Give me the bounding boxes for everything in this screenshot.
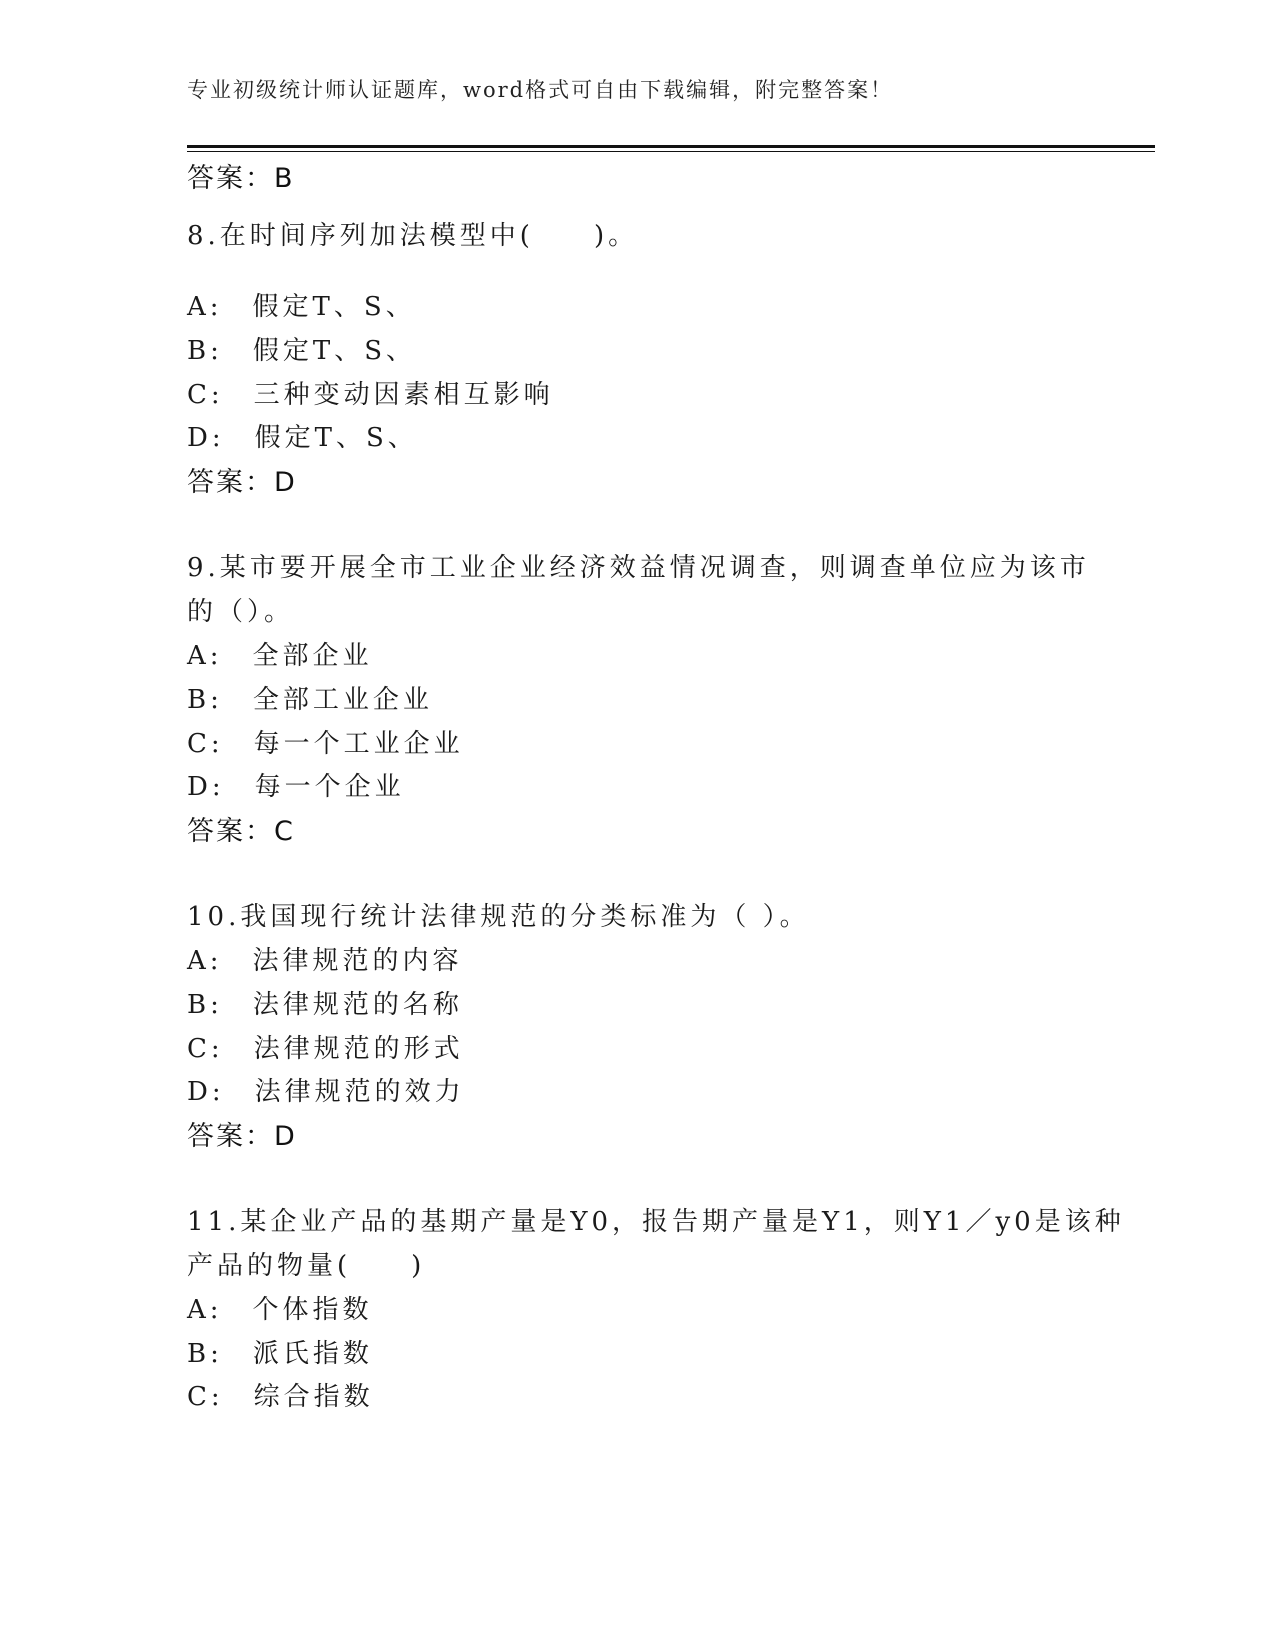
question-8-option-b: B: 假定T、S、 (187, 336, 417, 366)
question-10-answer: 答案：D (187, 1121, 297, 1152)
header-rule-thick (187, 145, 1155, 148)
question-10-option-d: D: 法律规范的效力 (187, 1077, 465, 1107)
question-8-option-d: D: 假定T、S、 (187, 423, 418, 453)
question-11-stem-line-1: 11.某企业产品的基期产量是Y0，报告期产量是Y1，则Y1／y0是该种 (187, 1207, 1125, 1237)
question-9-option-c: C: 每一个工业企业 (187, 729, 464, 759)
answer-prev: 答案：B (187, 163, 295, 194)
question-10-stem: 10.我国现行统计法律规范的分类标准为（ ）。 (187, 902, 810, 932)
question-8-option-c: C: 三种变动因素相互影响 (187, 380, 554, 410)
page-header: 专业初级统计师认证题库，word格式可自由下载编辑，附完整答案！ (187, 78, 894, 102)
header-rule-thin (187, 151, 1155, 152)
question-11-option-c: C: 综合指数 (187, 1382, 374, 1412)
question-9-option-d: D: 每一个企业 (187, 772, 405, 802)
question-8-stem: 8.在时间序列加法模型中( )。 (187, 221, 639, 251)
question-8-answer: 答案：D (187, 467, 297, 498)
question-11-stem-line-2: 产品的物量( ) (187, 1251, 426, 1281)
question-9-answer: 答案：C (187, 816, 295, 847)
question-9-stem-line-1: 9.某市要开展全市工业企业经济效益情况调查，则调查单位应为该市 (187, 553, 1090, 583)
question-11-option-b: B: 派氏指数 (187, 1339, 373, 1369)
question-9-option-b: B: 全部工业企业 (187, 685, 433, 715)
question-11-option-a: A: 个体指数 (187, 1295, 373, 1325)
question-10-option-a: A: 法律规范的内容 (187, 946, 463, 976)
question-9-stem-line-2: 的（）。 (187, 597, 295, 627)
question-8-option-a: A: 假定T、S、 (187, 292, 416, 322)
question-10-option-c: C: 法律规范的形式 (187, 1034, 464, 1064)
question-9-option-a: A: 全部企业 (187, 641, 373, 671)
question-10-option-b: B: 法律规范的名称 (187, 990, 463, 1020)
